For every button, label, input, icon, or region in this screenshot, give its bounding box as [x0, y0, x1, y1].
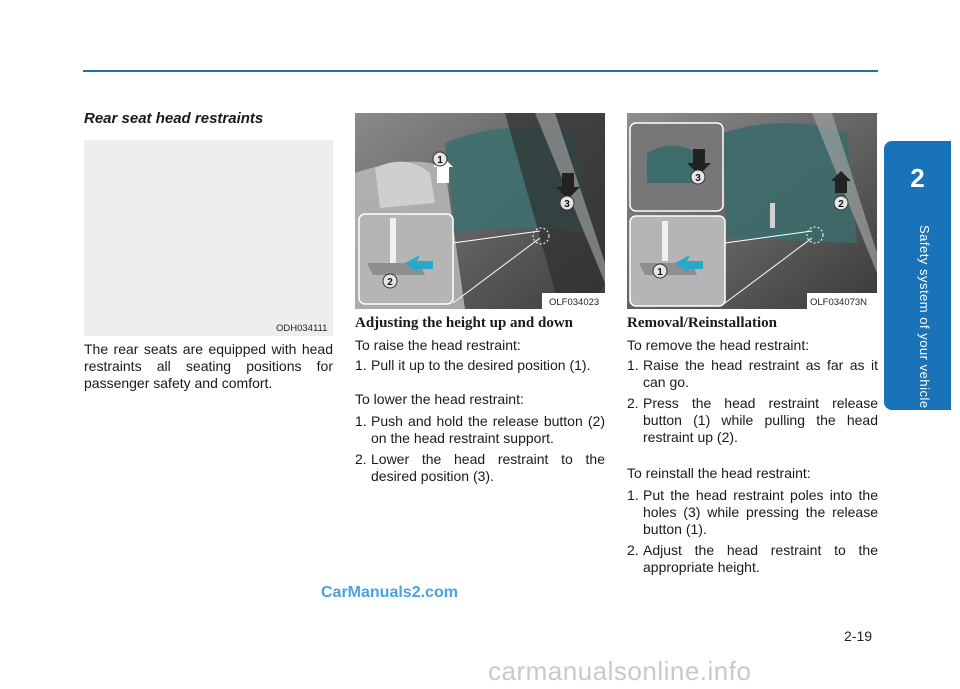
watermark-link[interactable]: CarManuals2.com [321, 584, 458, 601]
list-item: 1. Push and hold the release button (2) on the head restraint support. [355, 413, 605, 446]
reinstall-steps [627, 487, 878, 580]
image-code-3: OLF034073N [810, 297, 868, 308]
callout-3: 3 [564, 199, 570, 210]
list-item: 2. Lower the head restraint to the desired position (3). [355, 451, 605, 484]
image-code-2: OLF034023 [549, 297, 600, 308]
remove-intro: To remove the head restraint: [627, 337, 810, 353]
list-item: 2. Press the head restraint release button (1) while pulling the head restraint up (2). [627, 395, 878, 445]
intro-paragraph: The rear seats are equipped with head restraints all seating positions for passenger safety and comfort. [84, 341, 333, 391]
chapter-number: 2 [910, 163, 925, 193]
callout-2: 2 [838, 199, 844, 210]
removal-image [627, 113, 877, 309]
callout-3: 3 [695, 173, 701, 184]
reinstall-intro: To reinstall the head restraint: [627, 465, 811, 481]
image-code-1: ODH034111 [276, 323, 328, 334]
lower-steps [355, 413, 605, 489]
raise-steps [355, 357, 605, 378]
rear-seat-image [84, 140, 333, 336]
callout-1: 1 [437, 155, 443, 166]
list-item: 2. Adjust the head restraint to the appropriate height. [627, 542, 878, 575]
adjust-heading: Adjusting the height up and down [355, 315, 573, 331]
chapter-title: Safety system of your vehicle [917, 225, 932, 409]
list-item: 1. Pull it up to the desired position (1). [355, 357, 591, 373]
page-number: 2-19 [844, 628, 873, 644]
top-rule [83, 70, 878, 72]
chapter-tab[interactable] [884, 141, 951, 410]
section-title: Rear seat head restraints [84, 110, 264, 127]
list-item: 1. Raise the head restraint as far as it can go. [627, 357, 878, 390]
lower-intro: To lower the head restraint: [355, 391, 524, 407]
list-item: 1. Put the head restraint poles into the holes (3) while pressing the release button (1). [627, 487, 878, 537]
callout-1: 1 [657, 267, 663, 278]
callout-2: 2 [387, 277, 393, 288]
raise-intro: To raise the head restraint: [355, 337, 521, 353]
removal-heading: Removal/Reinstallation [627, 315, 777, 331]
remove-steps [627, 357, 878, 450]
footer-watermark: carmanualsonline.info [488, 656, 752, 686]
adjust-height-image [355, 113, 605, 309]
